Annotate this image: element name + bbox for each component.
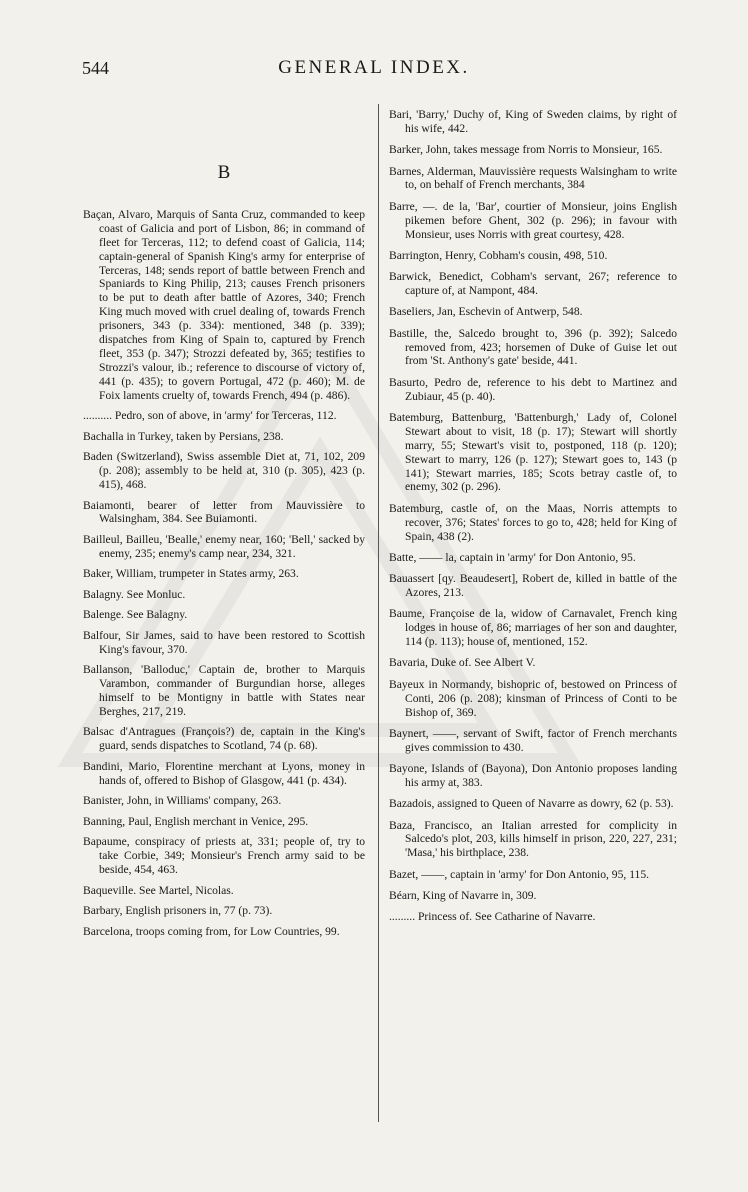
index-entry: Banister, John, in Williams' company, 263. <box>83 794 282 808</box>
index-entry: Baynert, ——, servant of Swift, factor of French merchants gives commission to 430. <box>389 726 677 754</box>
index-entry: Bapaume, conspiracy of priests at, 331; people of, try to take Corbie, 349; Monsieur's French army said to be beside, 454, 463. <box>83 835 365 877</box>
index-entry: Barnes, Alderman, Mauvissière requests Walsingham to write to, on behalf of French merchants, 384 <box>389 164 677 192</box>
index-entry: Balfour, Sir James, said to have been restored to Scottish King's favour, 370. <box>83 628 365 656</box>
index-column-right <box>389 108 677 932</box>
index-column-left <box>83 110 365 945</box>
index-entry: Baden (Switzerland), Swiss assemble Diet at, 71, 102, 209 (p. 208); assembly to be held at, 310 (p. 305), 423 (p. 415), 468. <box>83 450 365 491</box>
index-entry: Basurto, Pedro de, reference to his debt to Martinez and Zubiaur, 45 (p. 40). <box>389 375 677 403</box>
index-entry: Baçan, Alvaro, Marquis of Santa Cruz, commanded to keep coast of Galicia and port of Lisbon, 86; in command of fleet for Terceras, 112; to defend coast of Galicia, 114; captain-general of Spanish King's army for enterprise of Terceras, 148; sends report of battle between French and Spaniards to King Philip, 213; causes French prisoners to be put to death after battle of Azores, 340; French King much moved with cruel dealing of, towards French prisoners, 343 (p. 334): mentioned, 348 (p. 339); dispatches from King of Spain to, captured by French fleet, 353 (p. 347); Strozzi defeated by, 365; testifies to Strozzi's valour, ib.; reference to discourse of victory of, 441 (p. 435); to govern Portugal, 472 (p. 460); M. de Foix laments cruelty of, towards French, 494 (p. 486). <box>83 207 365 402</box>
index-entry: Bachalla in Turkey, taken by Persians, 238. <box>83 429 284 443</box>
index-entry: Bavaria, Duke of. See Albert V. <box>389 656 536 670</box>
index-entry: Balagny. See Monluc. <box>83 587 186 601</box>
index-entry: Batemburg, castle of, on the Maas, Norris attempts to recover, 376; States' forces to go to, 428; held for King of Spain, 438 (2). <box>389 501 677 543</box>
column-divider <box>378 104 379 1122</box>
page-number: 544 <box>82 58 109 78</box>
index-entry: Batte, —— la, captain in 'army' for Don Antonio, 95. <box>389 550 636 564</box>
index-entry: Batemburg, Battenburg, 'Battenburgh,' Lady of, Colonel Stewart about to visit, 18 (p. 17); Stewart will shortly marry, 55; Stewart's visit to, postponed, 118 (p. 120); Stewart to marry, 126 (p. 127); Stewart goes to, 143 (p 141); Stewart marries, 185; Scots betray castle of, to enemy, 302 (p. 296). <box>389 410 677 494</box>
index-entry: Bazet, ——, captain in 'army' for Don Antonio, 95, 115. <box>389 867 650 881</box>
index-entry: Béarn, King of Navarre in, 309. <box>389 888 537 902</box>
index-entry: Balsac d'Antragues (François?) de, captain in the King's guard, sends dispatches to Scotland, 74 (p. 68). <box>83 725 365 753</box>
index-entry: Baza, Francisco, an Italian arrested for complicity in Salcedo's plot, 203, kills himself in prison, 220, 227, 231; 'Masa,' his birthplace, 238. <box>389 818 677 860</box>
index-entry: Barwick, Benedict, Cobham's servant, 267; reference to capture of, at Nampont, 484. <box>389 270 677 298</box>
index-entry: Bastille, the, Salcedo brought to, 396 (p. 392); Salcedo removed from, 423; horsemen of Duke of Guise let out from 'St. Anthony's gate' beside, 441. <box>389 326 677 368</box>
index-entry: Barrington, Henry, Cobham's cousin, 498, 510. <box>389 248 608 262</box>
index-entry: Baqueville. See Martel, Nicolas. <box>83 883 234 897</box>
index-entry: Bari, 'Barry,' Duchy of, King of Sweden claims, by right of his wife, 442. <box>389 108 677 135</box>
index-entry: Bayone, Islands of (Bayona), Don Antonio proposes landing his army at, 383. <box>389 762 677 789</box>
index-entry: Barcelona, troops coming from, for Low Countries, 99. <box>83 924 340 938</box>
index-entry: Barre, —. de la, 'Bar', courtier of Monsieur, joins English pikemen before Ghent, 302 (p. 296); in favour with Monsieur, uses Norris with great courtesy, 428. <box>389 199 677 241</box>
index-entry: .......... Pedro, son of above, in 'army' for Terceras, 112. <box>83 409 337 423</box>
index-entry: Baiamonti, bearer of letter from Mauvissière to Walsingham, 384. See Buiamonti. <box>83 498 365 526</box>
page-title: GENERAL INDEX. <box>278 57 470 78</box>
index-entry: Barbary, English prisoners in, 77 (p. 73). <box>83 904 273 918</box>
index-entry: Bailleul, Bailleu, 'Bealle,' enemy near, 160; 'Bell,' sacked by enemy, 235; enemy's camp near, 234, 321. <box>83 532 365 560</box>
index-entry: Baseliers, Jan, Eschevin of Antwerp, 548. <box>389 305 583 319</box>
index-entry: Barker, John, takes message from Norris to Monsieur, 165. <box>389 143 663 157</box>
index-entry: Baker, William, trumpeter in States army, 263. <box>83 567 299 581</box>
index-entry: Bayeux in Normandy, bishopric of, bestowed on Princess of Conti, 206 (p. 208); kinsman of Princess of Conti to be Bishop of, 369. <box>389 677 677 719</box>
index-entry: ......... Princess of. See Catharine of Navarre. <box>389 910 596 924</box>
index-entry: Baume, Françoise de la, widow of Carnavalet, French king lodges in house of, 86; marriages of her son and daughter, 114 (p. 113); house of, mentioned, 152. <box>389 607 677 649</box>
index-entry: Balenge. See Balagny. <box>83 608 188 622</box>
index-entry: Banning, Paul, English merchant in Venice, 295. <box>83 814 309 828</box>
index-entry: Ballanson, 'Balloduc,' Captain de, brother to Marquis Varambon, commander of Burgundian horse, alleges himself to be Montigny in battle with States near Berghes, 217, 219. <box>83 663 365 718</box>
section-letter: B <box>217 162 231 183</box>
index-entry: Bazadois, assigned to Queen of Navarre as dowry, 62 (p. 53). <box>389 797 674 811</box>
index-entry: Bauassert [qy. Beaudesert], Robert de, killed in battle of the Azores, 213. <box>389 572 677 600</box>
index-entry: Bandini, Mario, Florentine merchant at Lyons, money in hands of, offered to Bishop of Glasgow, 441 (p. 434). <box>83 759 365 787</box>
